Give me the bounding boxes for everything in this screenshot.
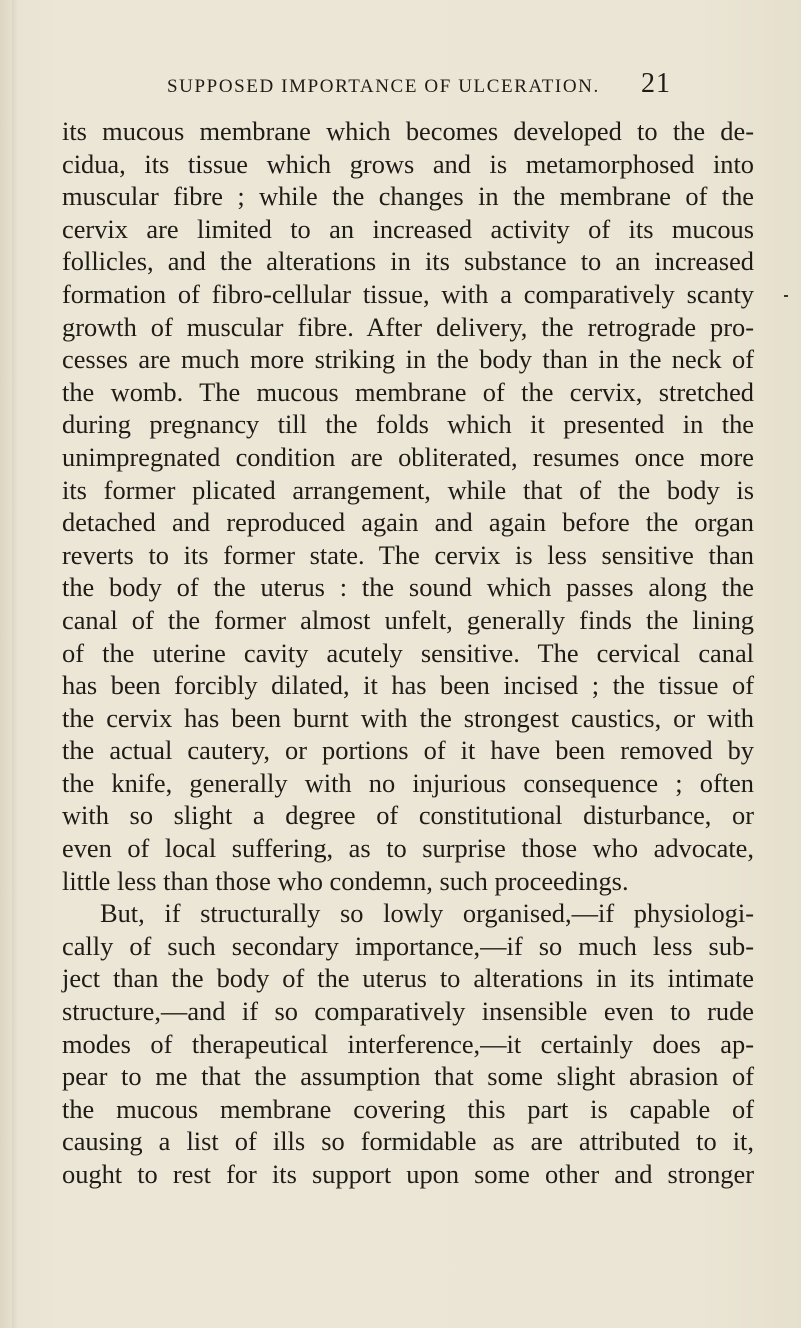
text-line: formation of fibro-cellular tissue, with a comparatively scanty (62, 278, 754, 309)
page-number: 21 (641, 68, 671, 99)
text-line: during pregnancy till the folds which it presented in the (62, 409, 754, 440)
text-line: cervix are limited to an increased activity of its mucous (62, 213, 754, 244)
text-line: canal of the former almost unfelt, generally finds the lining (62, 604, 754, 635)
page-gutter-shadow (12, 0, 18, 1328)
text-line: unimpregnated condition are obliterated, resumes once more (62, 441, 754, 472)
text-line: its mucous membrane which becomes developed to the de- (62, 116, 754, 146)
text-line: the womb. The mucous membrane of the cervix, stretched (62, 376, 754, 407)
text-line: cesses are much more striking in the body than in the neck of (62, 344, 754, 375)
paragraph-start-line: But, if structurally so lowly organised,—if physiologi- (100, 898, 754, 929)
text-line: the mucous membrane covering this part is capable of (62, 1093, 754, 1124)
text-line: pear to me that the assumption that some slight abrasion of (62, 1061, 754, 1092)
text-line: has been forcibly dilated, it has been incised ; the tissue of (62, 670, 754, 701)
text-line: with so slight a degree of constitutional disturbance, or (62, 800, 754, 831)
text-line: the body of the uterus : the sound which passes along the (62, 572, 754, 603)
text-line: cally of such secondary importance,—if so much less sub- (62, 930, 754, 961)
text-line: causing a list of ills so formidable as are attributed to it, (62, 1126, 754, 1157)
text-line: modes of therapeutical interference,—it certainly does ap- (62, 1028, 754, 1059)
margin-mark (784, 295, 788, 297)
text-line: the actual cautery, or portions of it have been removed by (62, 735, 754, 766)
text-line: the cervix has been burnt with the strongest caustics, or with (62, 702, 754, 733)
running-header: SUPPOSED IMPORTANCE OF ULCERATION. (167, 76, 600, 97)
text-line: reverts to its former state. The cervix is less sensitive than (62, 539, 754, 570)
text-line: growth of muscular fibre. After delivery, the retrograde pro- (62, 311, 754, 342)
text-line: even of local suffering, as to surprise those who advocate, (62, 833, 754, 864)
text-line: ought to rest for its support upon some other and stronger (62, 1159, 754, 1189)
text-line: muscular fibre ; while the changes in the membrane of the (62, 181, 754, 212)
paragraph-end-line: little less than those who condemn, such proceedings. (62, 865, 629, 896)
text-line: detached and reproduced again and again before the organ (62, 507, 754, 538)
text-line: structure,—and if so comparatively insensible even to rude (62, 996, 754, 1027)
text-line: the knife, generally with no injurious consequence ; often (62, 767, 754, 798)
text-line: ject than the body of the uterus to alterations in its intimate (62, 963, 754, 994)
text-line: cidua, its tissue which grows and is metamorphosed into (62, 148, 754, 179)
text-line: its former plicated arrangement, while that of the body is (62, 474, 754, 505)
text-line: follicles, and the alterations in its substance to an increased (62, 246, 754, 277)
text-line: of the uterine cavity acutely sensitive. The cervical canal (62, 637, 754, 668)
body-text (62, 115, 754, 1191)
